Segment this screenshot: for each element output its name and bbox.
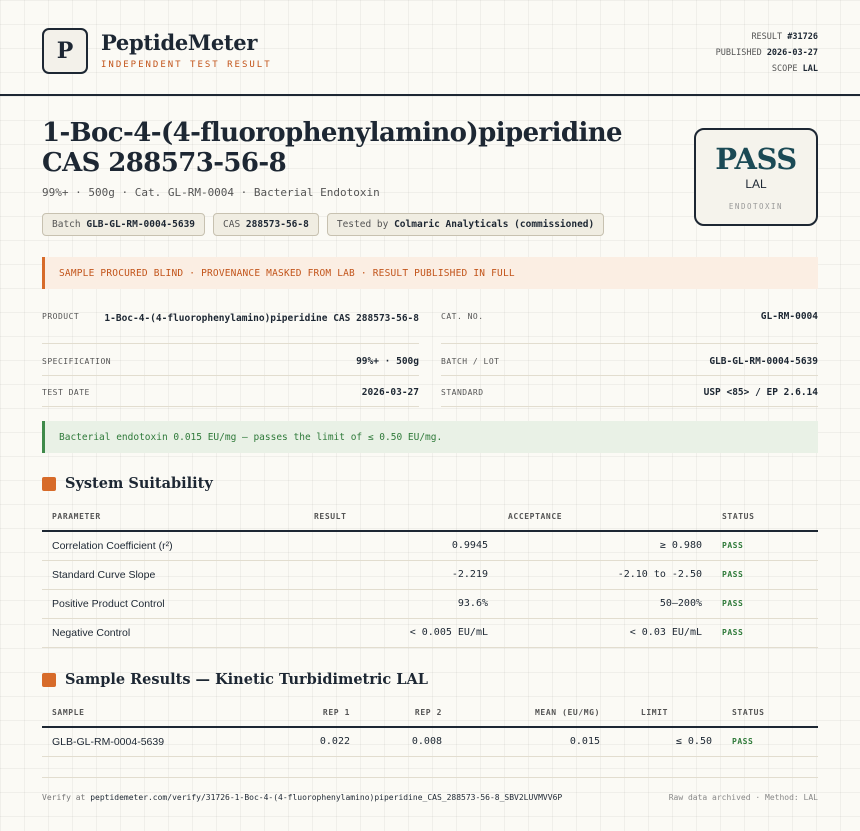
status-badge: PASS: [712, 531, 818, 560]
result-cell: < 0.005 EU/mL: [304, 618, 498, 647]
section-square-icon: [42, 673, 56, 687]
result-cell: 93.6%: [304, 589, 498, 618]
tested-chip-value: Colmaric Analyticals (commissioned): [394, 219, 595, 230]
acceptance-cell: ≥ 0.980: [498, 531, 712, 560]
info-date-value: 2026-03-27: [361, 387, 419, 398]
limit-cell: ≤ 0.50: [610, 727, 722, 756]
info-batch-label: BATCH / LOT: [441, 357, 500, 366]
footer-note: Raw data archived · Method: LAL: [668, 793, 818, 802]
brand-subtitle: INDEPENDENT TEST RESULT: [101, 60, 272, 70]
verdict-stamp: [694, 128, 818, 226]
result-label: RESULT: [751, 32, 783, 42]
scope-value: LAL: [802, 64, 818, 74]
info-product: [42, 308, 419, 344]
info-date-label: TEST DATE: [42, 388, 90, 397]
acceptance-cell: 50–200%: [498, 589, 712, 618]
batch-chip: [42, 213, 205, 236]
result-number: #31726: [787, 32, 818, 42]
tested-by-chip: [327, 213, 604, 236]
col-mean: MEAN (EU/MG): [452, 699, 610, 727]
info-standard-label: STANDARD: [441, 388, 484, 397]
page-subtitle: 99%+ · 500g · Cat. GL-RM-0004 · Bacterial Endotoxin: [42, 186, 380, 199]
param-cell: Negative Control: [42, 618, 304, 647]
info-batch-value: GLB-GL-RM-0004-5639: [709, 356, 818, 367]
result-summary: Bacterial endotoxin 0.015 EU/mg — passes the limit of ≤ 0.50 EU/mg.: [42, 421, 818, 453]
col-sample: SAMPLE: [42, 699, 264, 727]
param-cell: Correlation Coefficient (r²): [42, 531, 304, 560]
info-product-value: 1-Boc-4-(4-fluorophenylamino)piperidine CAS 288573-56-8: [104, 313, 419, 324]
info-catno-value: GL-RM-0004: [760, 311, 818, 322]
col-status: STATUS: [712, 503, 818, 531]
status-badge: PASS: [712, 589, 818, 618]
suitability-table: [42, 503, 818, 648]
scope-label: SCOPE: [771, 64, 798, 74]
footer-divider: [42, 777, 818, 778]
chip-row: [42, 213, 604, 236]
verify-label: Verify at: [42, 793, 86, 802]
col-parameter: PARAMETER: [42, 503, 304, 531]
mean-cell: 0.015: [452, 727, 610, 756]
batch-chip-value: GLB-GL-RM-0004-5639: [86, 219, 196, 230]
info-standard-value: USP <85> / EP 2.6.14: [703, 387, 818, 398]
cas-chip: [213, 213, 319, 236]
info-catno: [441, 308, 818, 344]
acceptance-cell: -2.10 to -2.50: [498, 560, 712, 589]
batch-chip-label: Batch: [52, 219, 81, 230]
page-title: 1-Boc-4-(4-fluorophenylamino)piperidine CAS 288573-56-8: [42, 118, 622, 178]
cas-chip-value: 288573-56-8: [245, 219, 309, 230]
info-spec-label: SPECIFICATION: [42, 357, 112, 366]
verdict-word: PASS: [715, 142, 797, 176]
table-row: [42, 560, 818, 589]
suitability-title: System Suitability: [65, 475, 213, 492]
info-date: [42, 385, 419, 407]
sample-cell: GLB-GL-RM-0004-5639: [42, 727, 264, 756]
suitability-heading: [42, 475, 213, 492]
table-row: [42, 589, 818, 618]
procurement-notice: SAMPLE PROCURED BLIND · PROVENANCE MASKED FROM LAB · RESULT PUBLISHED IN FULL: [42, 257, 818, 289]
info-spec: [42, 354, 419, 376]
table-row: [42, 531, 818, 560]
tested-chip-label: Tested by: [336, 219, 389, 230]
verdict-method: LAL: [745, 177, 767, 191]
status-badge: PASS: [712, 560, 818, 589]
col-rep2: REP 2: [360, 699, 452, 727]
info-spec-value: 99%+ · 500g: [356, 356, 419, 367]
brand-name: PeptideMeter: [101, 30, 258, 55]
verify-line: [42, 793, 562, 802]
verdict-category: ENDOTOXIN: [728, 202, 784, 211]
rep2-cell: 0.008: [360, 727, 452, 756]
section-square-icon: [42, 477, 56, 491]
cas-chip-label: CAS: [223, 219, 241, 230]
col-acceptance: ACCEPTANCE: [498, 503, 712, 531]
published-label: PUBLISHED: [715, 48, 762, 58]
table-row: [42, 618, 818, 647]
result-meta: [716, 29, 818, 77]
info-batch: [441, 354, 818, 376]
result-cell: -2.219: [304, 560, 498, 589]
samples-heading: [42, 671, 428, 688]
result-cell: 0.9945: [304, 531, 498, 560]
col-result: RESULT: [304, 503, 498, 531]
param-cell: Standard Curve Slope: [42, 560, 304, 589]
param-cell: Positive Product Control: [42, 589, 304, 618]
info-product-label: PRODUCT: [42, 312, 80, 321]
logo-icon: P: [42, 28, 88, 74]
info-standard: [441, 385, 818, 407]
col-limit: LIMIT: [610, 699, 722, 727]
status-badge: PASS: [722, 727, 818, 756]
samples-table: [42, 699, 818, 757]
published-date: 2026-03-27: [766, 48, 818, 58]
info-catno-label: CAT. NO.: [441, 312, 484, 321]
samples-title: Sample Results — Kinetic Turbidimetric LAL: [65, 671, 428, 688]
table-row: [42, 727, 818, 756]
col-rep1: REP 1: [264, 699, 360, 727]
acceptance-cell: < 0.03 EU/mL: [498, 618, 712, 647]
header: [0, 0, 860, 96]
col-sample-status: STATUS: [722, 699, 818, 727]
verify-link[interactable]: peptidemeter.com/verify/31726-1-Boc-4-(4-fluorophenylamino)piperidine_CAS_288573-56-8_SBV2LUVMVV6P: [90, 793, 563, 802]
status-badge: PASS: [712, 618, 818, 647]
rep1-cell: 0.022: [264, 727, 360, 756]
